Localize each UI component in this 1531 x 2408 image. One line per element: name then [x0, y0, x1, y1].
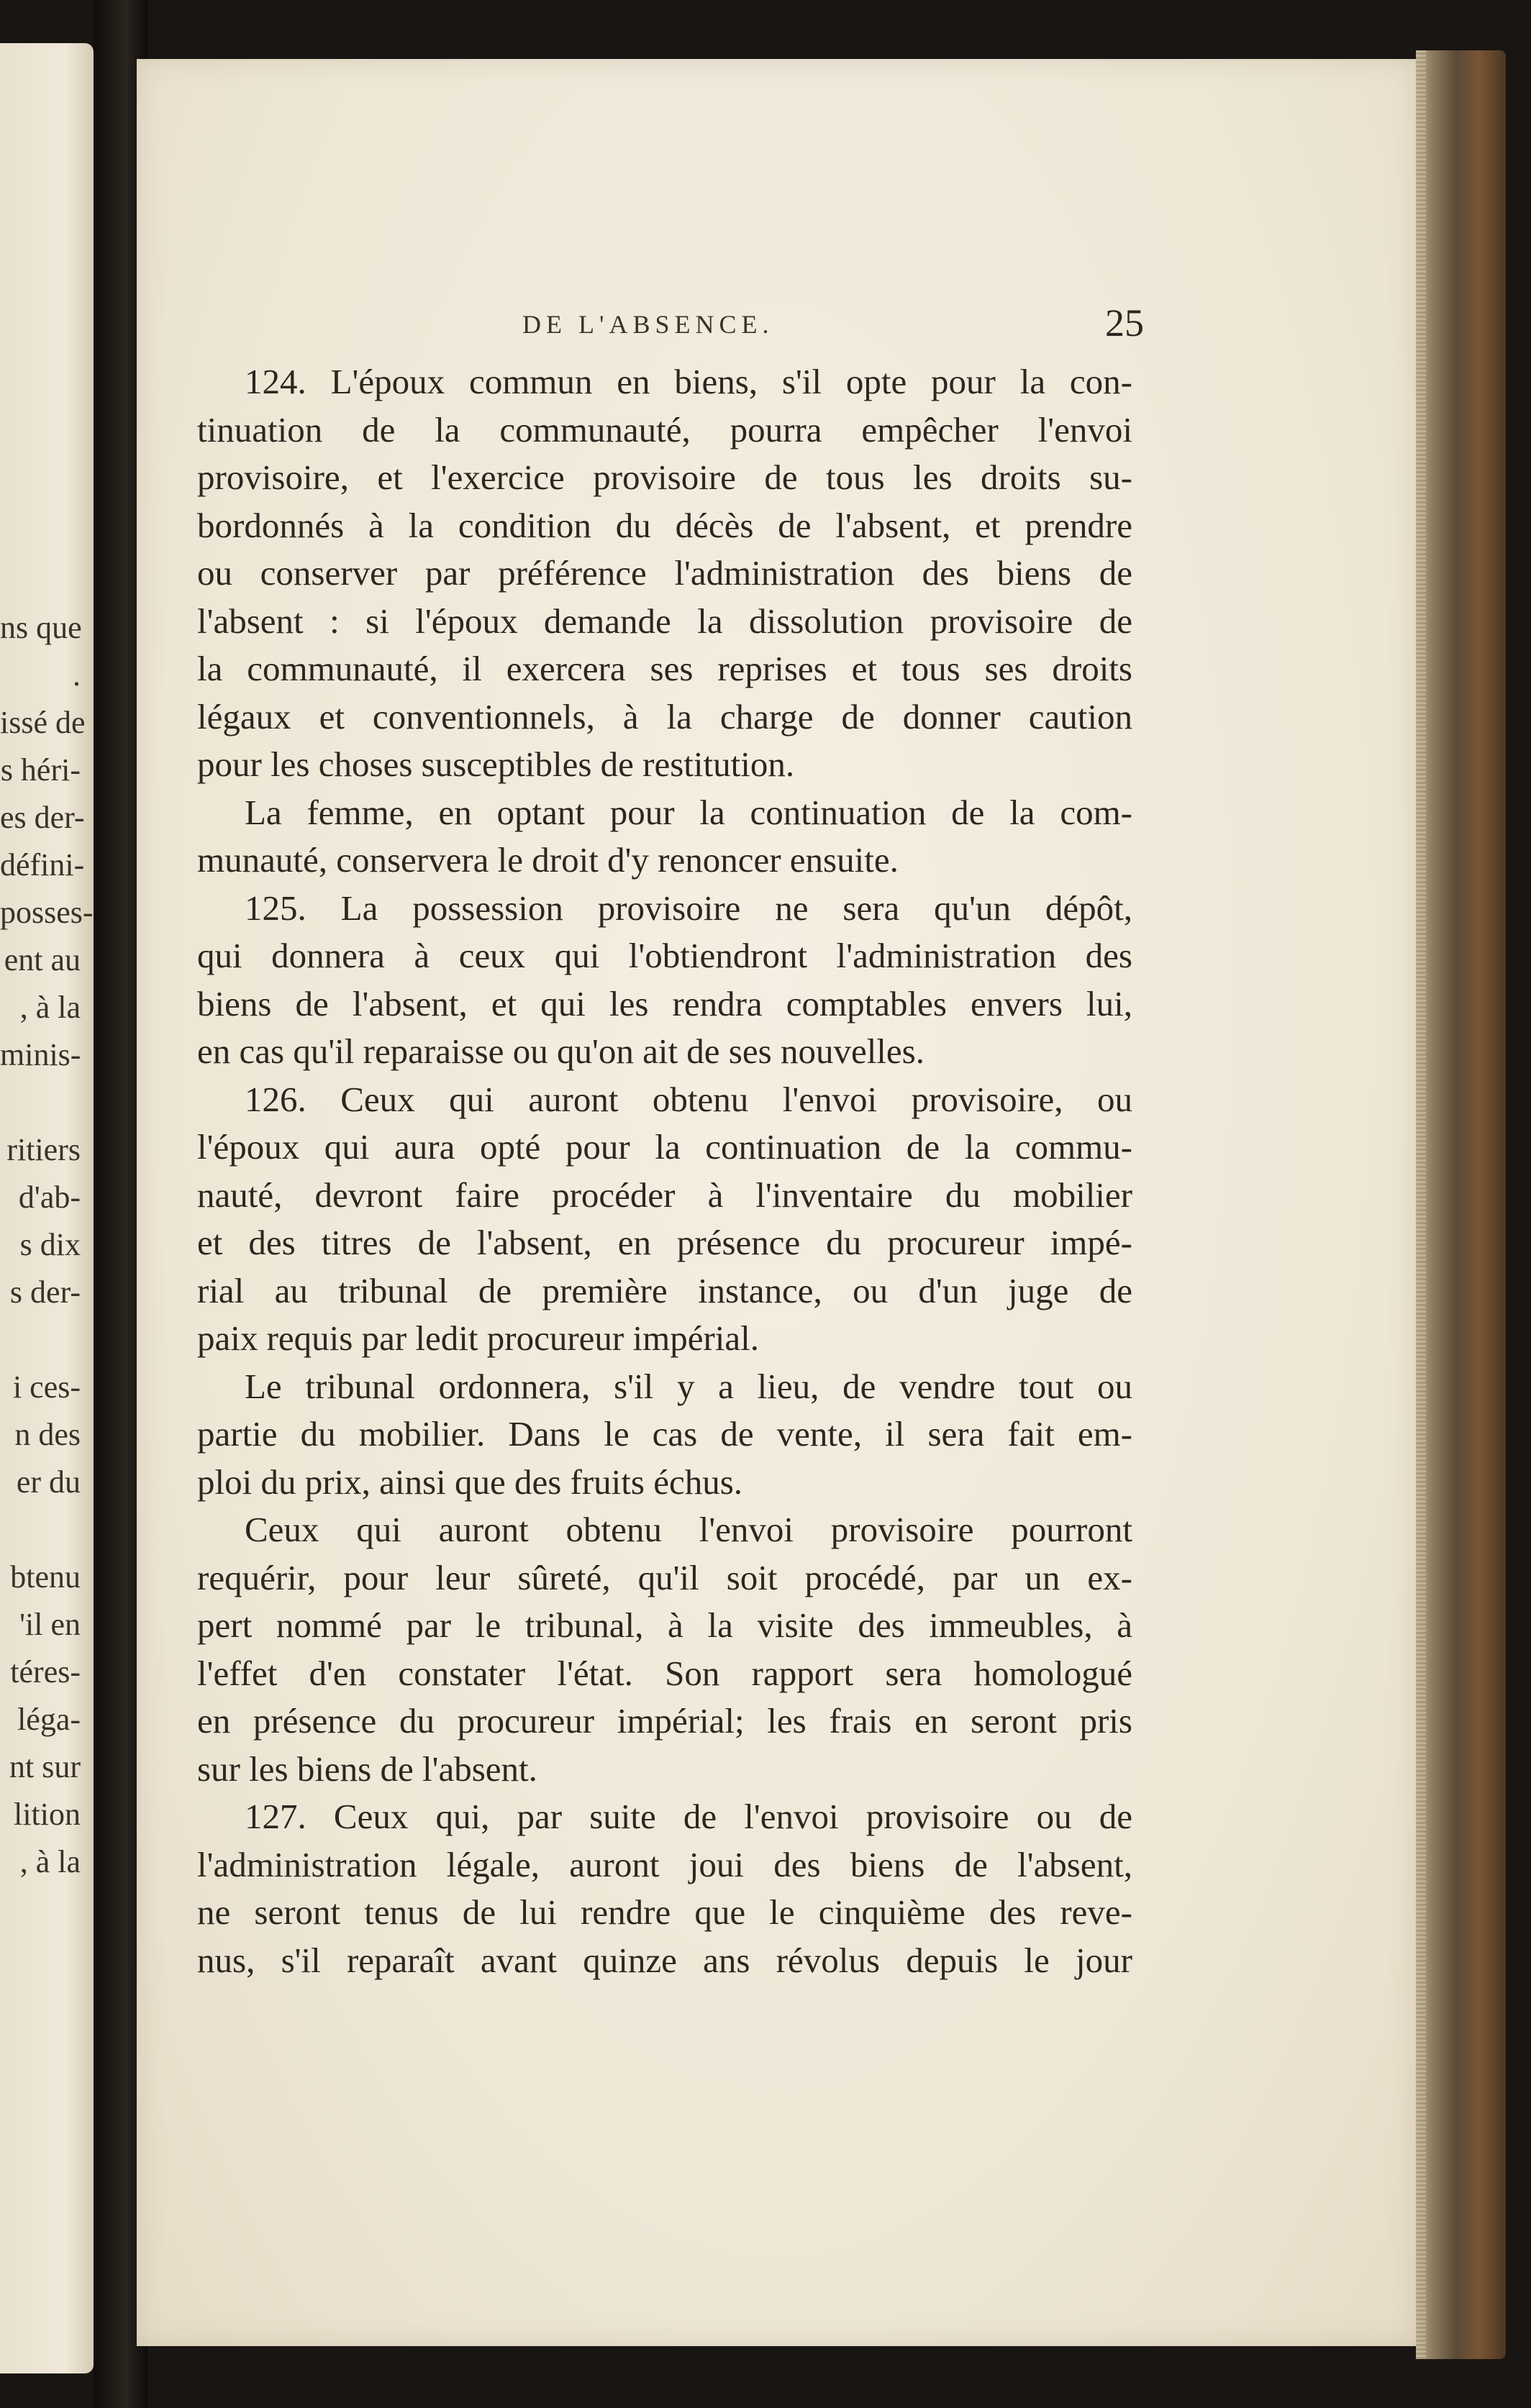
facing-page-fragment: es der- [0, 800, 85, 835]
text-line: et des titres de l'absent, en présence du procureur impé- [197, 1223, 1132, 1262]
facing-page-fragment: s der- [9, 1274, 81, 1310]
text-line: sur les biens de l'absent. [197, 1748, 537, 1789]
text-line: tinuation de la communauté, pourra empêcher l'envoi [197, 409, 1132, 450]
text-line: nus, s'il reparaît avant quinze ans révolus depuis le jour [197, 1940, 1132, 1980]
text-line: pert nommé par le tribunal, à la visite des immeubles, à [197, 1605, 1132, 1645]
text-line: Le tribunal ordonnera, s'il y a lieu, de vendre tout ou [245, 1366, 1132, 1406]
paragraph [197, 789, 1132, 885]
facing-page-fragment: défini- [0, 847, 85, 883]
text-line: requérir, pour leur sûreté, qu'il soit procédé, par un ex- [197, 1557, 1132, 1597]
facing-page-fragment: , à la [19, 1844, 81, 1879]
text-line: biens de l'absent, et qui les rendra comptables envers lui, [197, 983, 1132, 1023]
facing-page-left [0, 43, 94, 2373]
facing-page-fragment [0, 1506, 94, 1554]
page-edges [1416, 50, 1426, 2359]
text-line: partie du mobilier. Dans le cas de vente, il sera fait em- [197, 1414, 1132, 1454]
running-head [197, 301, 1144, 358]
paragraph [197, 1793, 1132, 1984]
facing-page-fragment: n des [14, 1417, 81, 1452]
text-line: l'époux qui aura opté pour la continuation de la commu- [197, 1127, 1132, 1167]
facing-page-fragment: er du [16, 1464, 81, 1500]
paragraph [197, 358, 1132, 789]
text-line: ou conserver par préférence l'administration des biens de [197, 553, 1132, 593]
text-line: légaux et conventionnels, à la charge de donner caution [197, 696, 1132, 736]
text-line: 127. Ceux qui, par suite de l'envoi provisoire ou de [245, 1797, 1132, 1836]
text-line: provisoire, et l'exercice provisoire de tous les droits su- [197, 457, 1132, 497]
facing-page-fragment: issé de [0, 705, 86, 740]
facing-page-fragment: nt sur [9, 1749, 81, 1784]
text-line: bordonnés à la condition du décès de l'absent, et prendre [197, 505, 1132, 545]
text-line: la communauté, il exercera ses reprises et tous ses droits [197, 649, 1132, 688]
text-line: l'effet d'en constater l'état. Son rapport sera homologué [197, 1653, 1132, 1693]
text-line: paix requis par ledit procureur impérial. [197, 1318, 759, 1358]
text-line: qui donnera à ceux qui l'obtiendront l'administration des [197, 936, 1132, 975]
paragraph [197, 1506, 1132, 1793]
facing-page-text-fragments [0, 604, 94, 1886]
text-line: nauté, devront faire procéder à l'inventaire du mobilier [197, 1175, 1132, 1215]
facing-page-fragment: ns que [0, 610, 82, 645]
facing-page-fragment: téres- [10, 1654, 81, 1689]
text-line: ne seront tenus de lui rendre que le cinquième des reve- [197, 1892, 1132, 1932]
text-line: La femme, en optant pour la continuation de la com- [245, 792, 1132, 832]
page-number: 25 [1105, 301, 1144, 345]
running-title: DE L'ABSENCE. [522, 310, 774, 339]
facing-page-fragment: s héri- [0, 752, 81, 788]
paragraph [197, 1076, 1132, 1363]
text-line: pour les choses susceptibles de restitution. [197, 744, 795, 784]
paragraph [197, 885, 1132, 1076]
text-line: 125. La possession provisoire ne sera qu'un dépôt, [245, 888, 1132, 928]
page-text-block [197, 301, 1144, 1984]
text-line: 126. Ceux qui auront obtenu l'envoi provisoire, ou [245, 1079, 1132, 1119]
facing-page-fragment: d'ab- [18, 1180, 81, 1215]
paragraph [197, 1363, 1132, 1507]
facing-page-fragment [0, 1079, 94, 1126]
facing-page-fragment: s dix [19, 1227, 81, 1262]
text-line: l'administration légale, auront joui des biens de l'absent, [197, 1844, 1132, 1884]
facing-page-fragment: posses- [0, 895, 94, 930]
facing-page-fragment: léga- [17, 1702, 81, 1737]
facing-page-fragment: ent au [4, 942, 81, 977]
text-line: en présence du procureur impérial; les frais en seront pris [197, 1701, 1132, 1741]
facing-page-fragment: i ces- [12, 1369, 81, 1405]
facing-page-fragment: lition [14, 1797, 81, 1832]
facing-page-fragment: btenu [10, 1559, 81, 1595]
text-line: munauté, conservera le droit d'y renoncer ensuite. [197, 840, 899, 880]
text-line: 124. L'époux commun en biens, s'il opte pour la con- [245, 362, 1132, 401]
facing-page-fragment: ritiers [6, 1132, 81, 1167]
text-line: Ceux qui auront obtenu l'envoi provisoire pourront [245, 1510, 1132, 1549]
facing-page-fragment: . [73, 657, 81, 693]
facing-page-fragment: minis- [0, 1037, 81, 1072]
facing-page-fragment: 'il en [19, 1607, 81, 1642]
book-binding [1416, 50, 1506, 2359]
body-text [197, 358, 1132, 1984]
facing-page-fragment: , à la [19, 990, 81, 1025]
text-line: en cas qu'il reparaisse ou qu'on ait de ses nouvelles. [197, 1031, 924, 1071]
text-line: ploi du prix, ainsi que des fruits échus. [197, 1461, 743, 1502]
text-line: l'absent : si l'époux demande la dissolution provisoire de [197, 601, 1132, 641]
text-line: rial au tribunal de première instance, ou d'un juge de [197, 1270, 1132, 1310]
facing-page-fragment [0, 1316, 94, 1364]
